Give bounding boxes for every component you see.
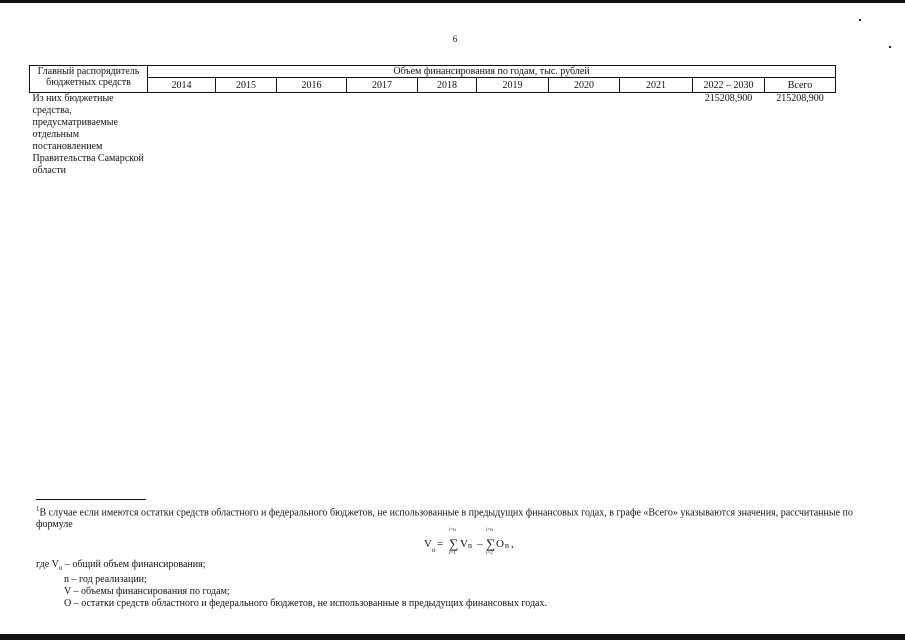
scan-top-edge [0, 0, 905, 3]
formula-comma: , [511, 538, 514, 550]
header-year: 2022 – 2030 [693, 78, 765, 93]
header-year: 2020 [549, 78, 620, 93]
legend-text: где V [36, 559, 59, 570]
header-year: 2015 [216, 78, 277, 93]
table-cell [418, 93, 477, 178]
legend-subscript: o [58, 564, 63, 572]
formula-o-sub: n [505, 541, 509, 550]
table-cell [216, 93, 277, 178]
scan-speck [889, 46, 891, 48]
footnote-marker: 1 [36, 505, 40, 513]
legend-line: O – остатки средств областного и федерального бюджетов, не использованные в предыдущих финансовых годах. [64, 598, 547, 609]
header-year: 2017 [347, 78, 418, 93]
formula-sum-upper: i=n [449, 528, 456, 533]
formula-sum-sign: ∑ [486, 536, 496, 551]
formula-lhs-sub: o [432, 546, 436, 554]
legend-text: – общий объем финансирования; [62, 559, 206, 570]
formula-sum-sign: ∑ [449, 536, 459, 551]
formula [424, 528, 564, 558]
formula-v-sub: n [468, 541, 472, 550]
table-cell [477, 93, 549, 178]
formula-equals: = [437, 538, 444, 550]
table-cell [148, 93, 216, 178]
formula-minus: – [477, 538, 483, 550]
header-year: 2019 [477, 78, 549, 93]
formula-o-term: O [496, 538, 504, 550]
financing-table [29, 65, 836, 177]
table-cell [347, 93, 418, 178]
table-cell [277, 93, 347, 178]
header-year: 2018 [418, 78, 477, 93]
formula-lhs: V [424, 538, 432, 550]
footnote-text: В случае если имеются остатки средств областного и федерального бюджетов, не использованные в предыдущих финансовых годах, в графе «Всего» указываются значения, рассчитанные по формуле [36, 507, 853, 531]
formula-legend [36, 559, 876, 610]
formula-v-term: V [460, 538, 468, 550]
footnote-divider [36, 499, 146, 500]
legend-line: n – год реализации; [64, 574, 147, 585]
table-cell [549, 93, 620, 178]
formula-sum-lower: i=2 [486, 551, 493, 556]
scan-speck [859, 19, 861, 21]
value-total: 215208,900 [776, 93, 824, 104]
header-year: 2021 [620, 78, 693, 93]
scan-bottom-edge [0, 634, 905, 640]
value-2022-2030: 215208,900 [704, 93, 753, 104]
legend-line: V – объемы финансирования по годам; [64, 586, 230, 597]
header-year: 2014 [148, 78, 216, 93]
table-row [30, 93, 836, 178]
legend-line [36, 559, 876, 574]
page-number: 6 [452, 34, 458, 44]
header-total: Всего [765, 78, 836, 93]
header-funding-by-years: Объем финансирования по годам, тыс. рублей [148, 66, 836, 78]
formula-sum-upper: i=n [486, 528, 493, 533]
row-label: Из них бюджетные средства, предусматриваемые отдельным постановлением Правительства Самарской области [32, 93, 144, 176]
formula-sum-lower: i=1 [449, 551, 456, 556]
table-cell [620, 93, 693, 178]
header-year: 2016 [277, 78, 347, 93]
header-main-distributor: Главный распорядитель бюджетных средств [30, 66, 148, 93]
